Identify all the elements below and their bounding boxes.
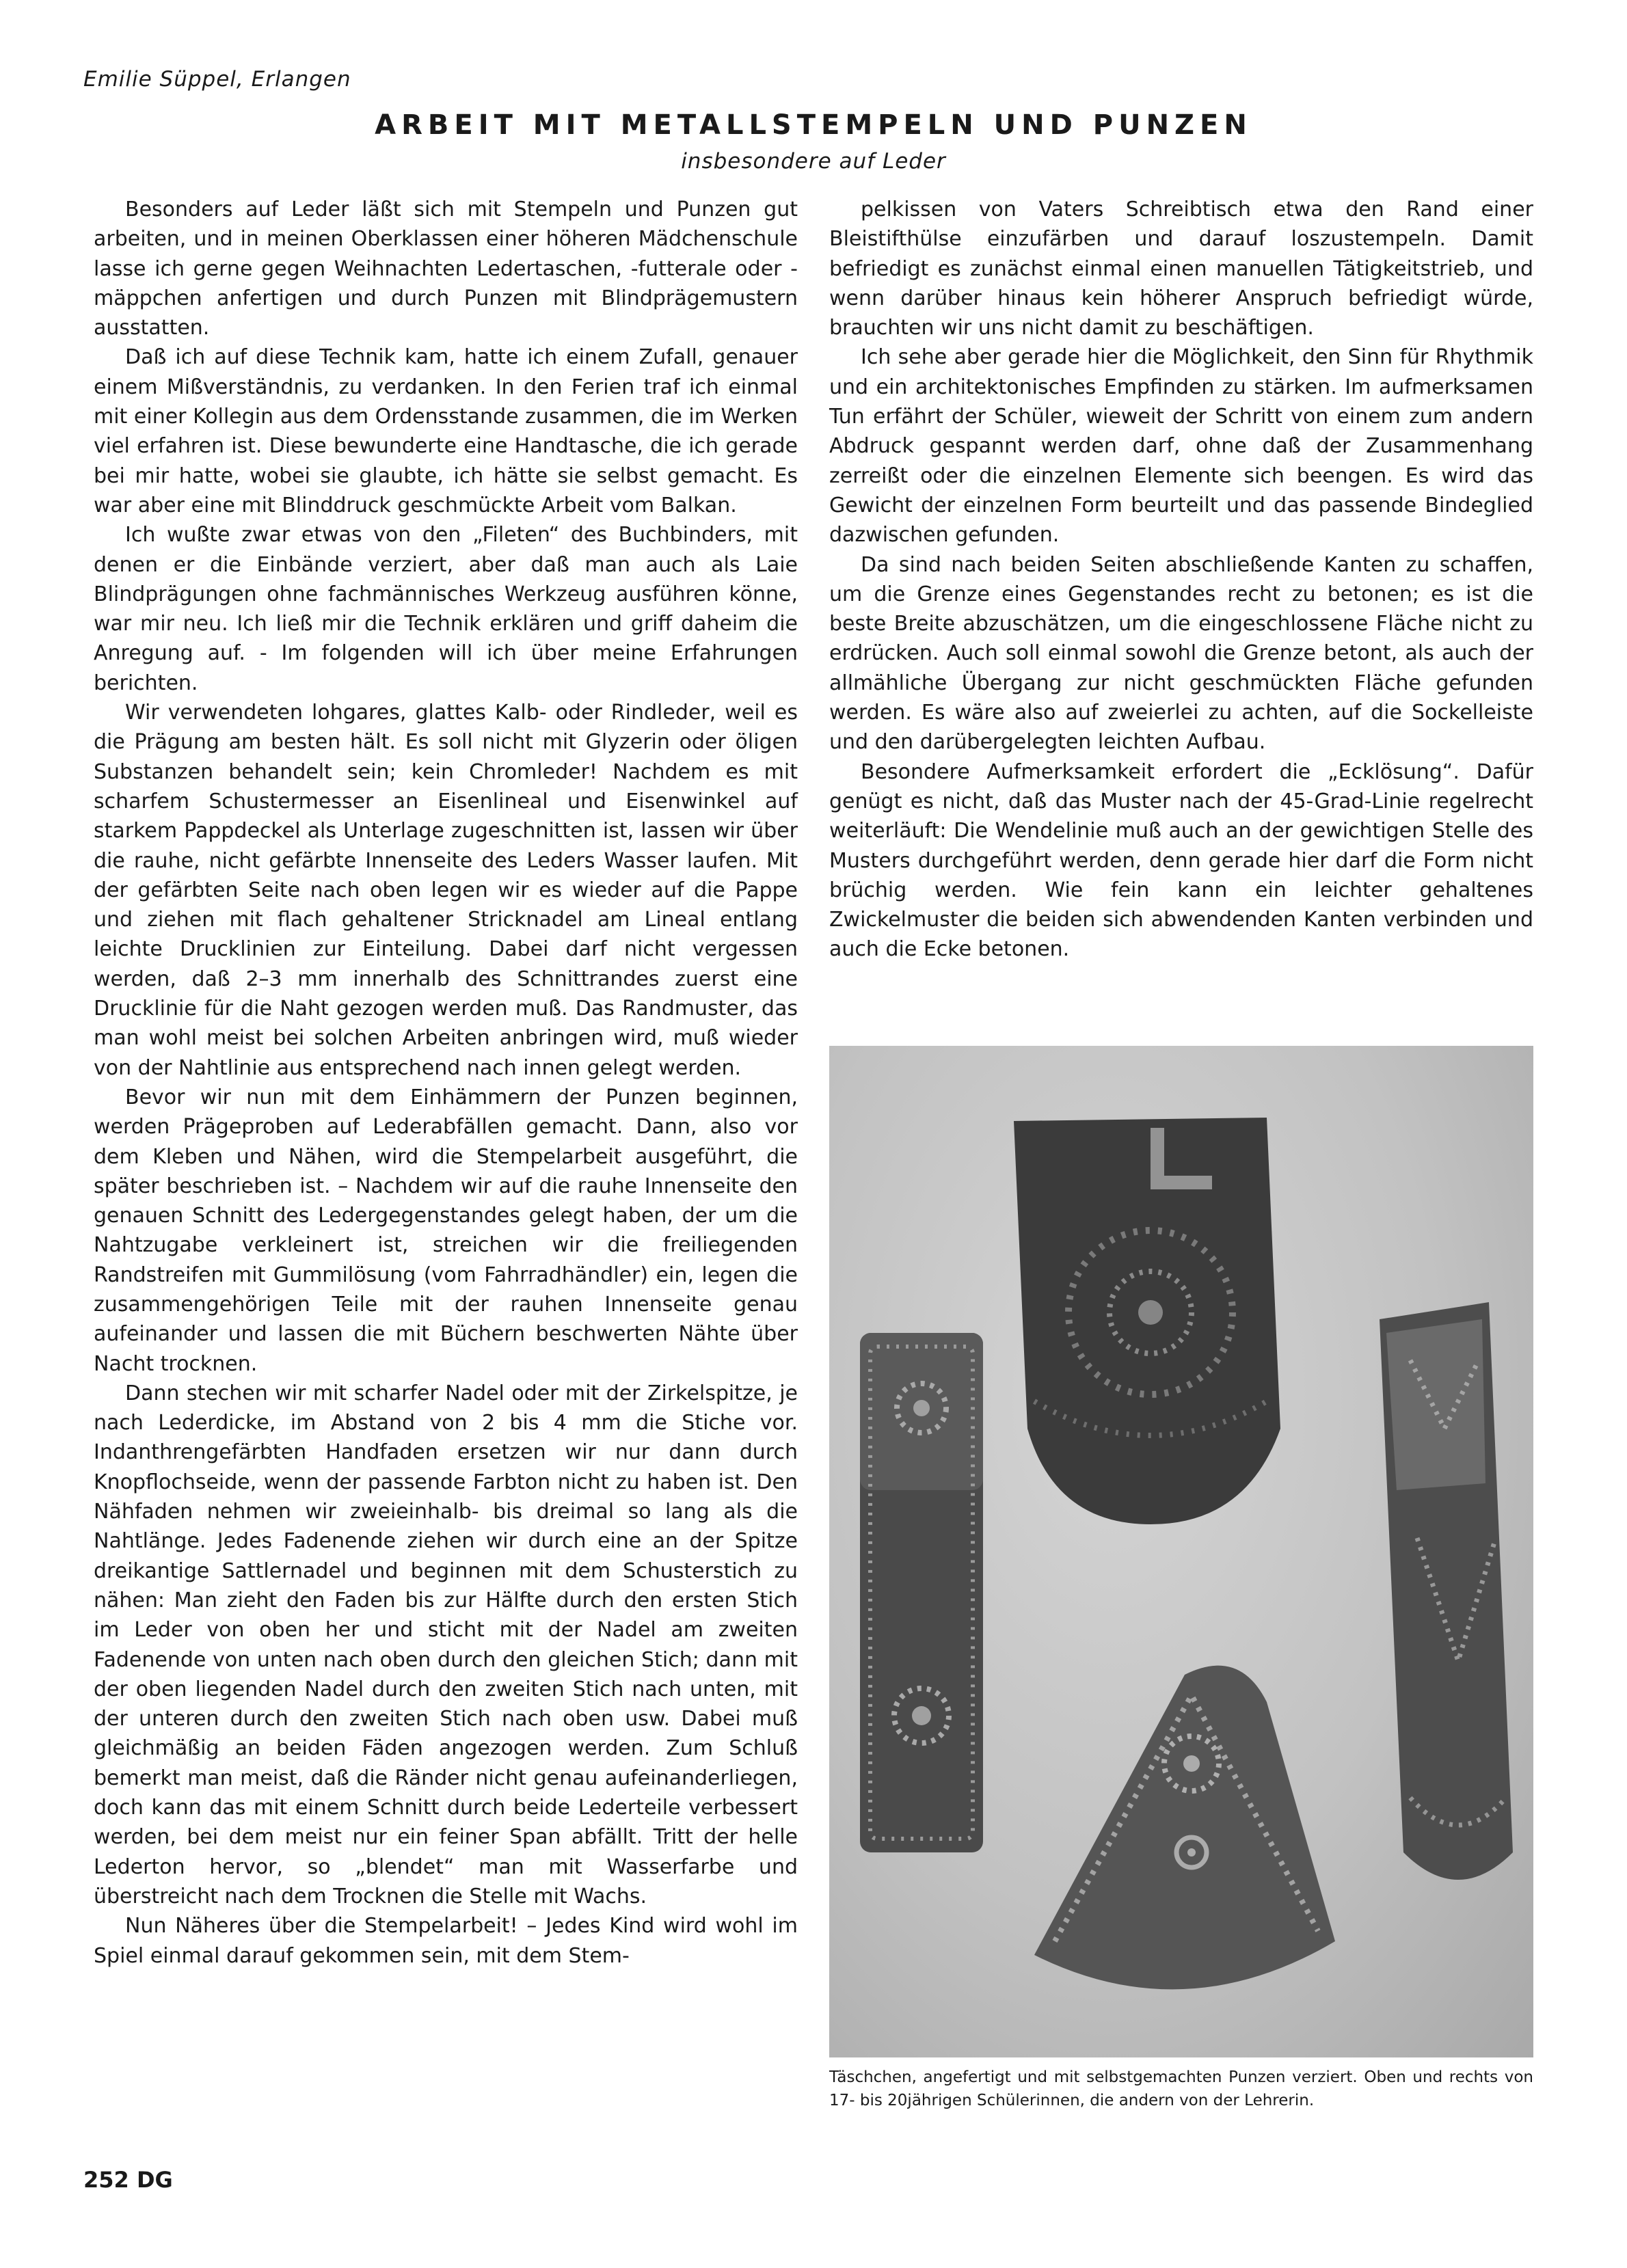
author-line: Emilie Süppel, Erlangen xyxy=(83,67,351,92)
paragraph: Besonders auf Leder läßt sich mit Stempeln und Punzen gut arbeiten, und in meinen Oberklassen einer höheren Mädchenschule lasse ich gerne gegen Weihnachten Ledertaschen, -futterale oder -mäppchen anfertigen und durch Punzen mit Blindprägemustern ausstatten. xyxy=(94,198,798,340)
paragraph: Dann stechen wir mit scharfer Nadel oder mit der Zirkelspitze, je nach Lederdicke, im Abstand von 2 bis 4 mm die Stiche vor. Indanthrengefärbten Handfaden ersetzen wir nur dann durch Knopflochseide, wenn der passende Farbton nicht zu haben ist. Den Nähfaden nehmen wir zweieinhalb- bis dreimal so lang als die Nahtlänge. Jedes Fadenende ziehen wir durch eine an der Spitze dreikantige Sattlernadel und beginnen mit dem Schusterstich zu nähen: Man zieht den Faden bis zur Hälfte durch den ersten Stich im Leder von oben her und sticht mit der Nadel am zweiten Fadenende von unten nach oben durch den gleichen Stich; dann mit der oben liegenden Nadel durch den zweiten Stich nach unten, mit der unteren durch den zweiten Stich nach oben usw. Dabei muß gleichmäßig an beiden Fäden angezogen werden. Zum Schluß bemerkt man meist, daß die Ränder nicht genau aufeinanderliegen, doch kann das mit einem Schnitt durch beide Lederteile verbessert werden, bei dem meist nur ein feiner Span abfällt. Tritt der helle Lederton hervor, so „blendet“ man mit Wasserfarbe und überstreicht nach dem Trocknen die Stelle mit Wachs. xyxy=(94,1381,798,1908)
left-column xyxy=(94,195,798,1971)
paragraph: Daß ich auf diese Technik kam, hatte ich einem Zufall, genauer einem Mißverständnis, zu verdanken. In den Ferien traf ich einmal mit einer Kollegin aus dem Ordensstande zusammen, die im Werken viel erfahren ist. Diese bewunderte eine Handtasche, die ich gerade bei mir hatte, wobei sie glaubte, ich hätte sie selbst gemacht. Es war aber eine mit Blinddruck geschmückte Arbeit vom Balkan. xyxy=(94,345,798,517)
figure-caption: Täschchen, angefertigt und mit selbstgemachten Punzen verziert. Oben und rechts von 17- bis 20jährigen Schülerinnen, die andern von der Lehrerin. xyxy=(829,2068,1533,2109)
case-top xyxy=(1014,1118,1280,1524)
case-fan xyxy=(1034,1666,1335,1990)
article-subtitle: insbesondere auf Leder xyxy=(681,149,946,174)
right-column xyxy=(829,195,1533,964)
leather-cases-photo xyxy=(829,1046,1533,2057)
case-left xyxy=(860,1333,983,1852)
paragraph: Da sind nach beiden Seiten abschließende Kanten zu schaffen, um die Grenze eines Gegenstandes recht zu betonen; es ist die beste Breite abzuschätzen, um die eingeschlossene Fläche nicht zu erdrücken. Auch soll einmal sowohl die Grenze betont, als auch der allmähliche Übergang zur nicht geschmückten Fläche gefunden werden. Es wäre also auf zweierlei zu achten, auf die Sockelleiste und den darübergelegten leichten Aufbau. xyxy=(829,552,1533,755)
paragraph: Nun Näheres über die Stempelarbeit! – Jedes Kind wird wohl im Spiel einmal darauf gekommen sein, mit dem Stem- xyxy=(94,1914,798,1968)
photo-illustration xyxy=(829,1046,1533,2057)
paragraph: Wir verwendeten lohgares, glattes Kalb- oder Rindleder, weil es die Prägung am besten hält. Es soll nicht mit Glyzerin oder öligen Substanzen behandelt sein; kein Chromleder! Nachdem es mit scharfem Schustermesser an Eisenlineal und Eisenwinkel auf starkem Pappdeckel als Unterlage zugeschnitten ist, lassen wir über die rauhe, nicht gefärbte Innenseite des Leders Wasser laufen. Mit der gefärbten Seite nach oben legen wir es wieder auf die Pappe und ziehen mit flach gehaltener Stricknadel am Lineal entlang leichte Drucklinien zur Einteilung. Dabei darf nicht vergessen werden, daß 2–3 mm innerhalb des Schnittrandes zuerst eine Drucklinie für die Naht gezogen werden muß. Das Randmuster, das man wohl meist bei solchen Arbeiten anbringen wird, muß wieder von der Nahtlinie aus entsprechend nach innen gelegt werden. xyxy=(94,701,798,1080)
case-right xyxy=(1380,1302,1513,1880)
paragraph: Ich sehe aber gerade hier die Möglichkeit, den Sinn für Rhythmik und ein architektonisches Empfinden zu stärken. Im aufmerksamen Tun erfährt der Schüler, wieweit der Schritt von einem zum andern Abdruck gespannt werden darf, ohne daß der Zusammenhang zerreißt oder die einzelnen Elemente sich beengen. Es wird das Gewicht der einzelnen Form beurteilt und das passende Bindeglied dazwischen gefunden. xyxy=(829,345,1533,548)
paragraph: Besondere Aufmerksamkeit erfordert die „Ecklösung“. Dafür genügt es nicht, daß das Muster nach der 45-Grad-Linie regelrecht weiterläuft: Die Wendelinie muß auch an der gewichtigen Stelle des Musters durchgeführt werden, denn gerade hier darf die Form nicht brüchig werden. Wie fein kann ein leichter gehaltenes Zwickelmuster die beiden sich abwendenden Kanten verbinden und auch die Ecke betonen. xyxy=(829,759,1533,962)
paragraph: Ich wußte zwar etwas von den „Fileten“ des Buchbinders, mit denen er die Einbände verziert, aber daß man auch als Laie Blindprägungen ohne fachmännisches Werkzeug ausführen könne, war mir neu. Ich ließ mir die Technik erklären und griff daheim die Anregung auf. - Im folgenden will ich über meine Erfahrungen berichten. xyxy=(94,523,798,695)
paragraph: pelkissen von Vaters Schreibtisch etwa den Rand einer Bleistifthülse einzufärben und darauf loszustempeln. Damit befriedigt es zunächst einmal einen manuellen Tätigkeitstrieb, und wenn darüber hinaus kein höherer Anspruch befriedigt würde, brauchten wir uns nicht damit zu beschäftigen. xyxy=(829,198,1533,340)
article-title: ARBEIT MIT METALLSTEMPELN UND PUNZEN xyxy=(375,109,1252,141)
page-number: 252 DG xyxy=(83,2167,173,2193)
paragraph: Bevor wir nun mit dem Einhämmern der Punzen beginnen, werden Prägeproben auf Lederabfällen gemacht. Dann, also vor dem Kleben und Nähen, wird die Stempelarbeit ausgeführt, die später beschrieben ist. – Nachdem wir auf die rauhe Innenseite den genauen Schnitt des Ledergegenstandes gelegt haben, der um die Nahtzugabe verkleinert ist, streichen wir die freiliegenden Randstreifen mit Gummilösung (vom Fahrradhändler) ein, legen die zusammengehörigen Teile mit der rauhen Innenseite genau aufeinander und lassen die mit Büchern beschwerten Nähte über Nacht trocknen. xyxy=(94,1085,798,1376)
